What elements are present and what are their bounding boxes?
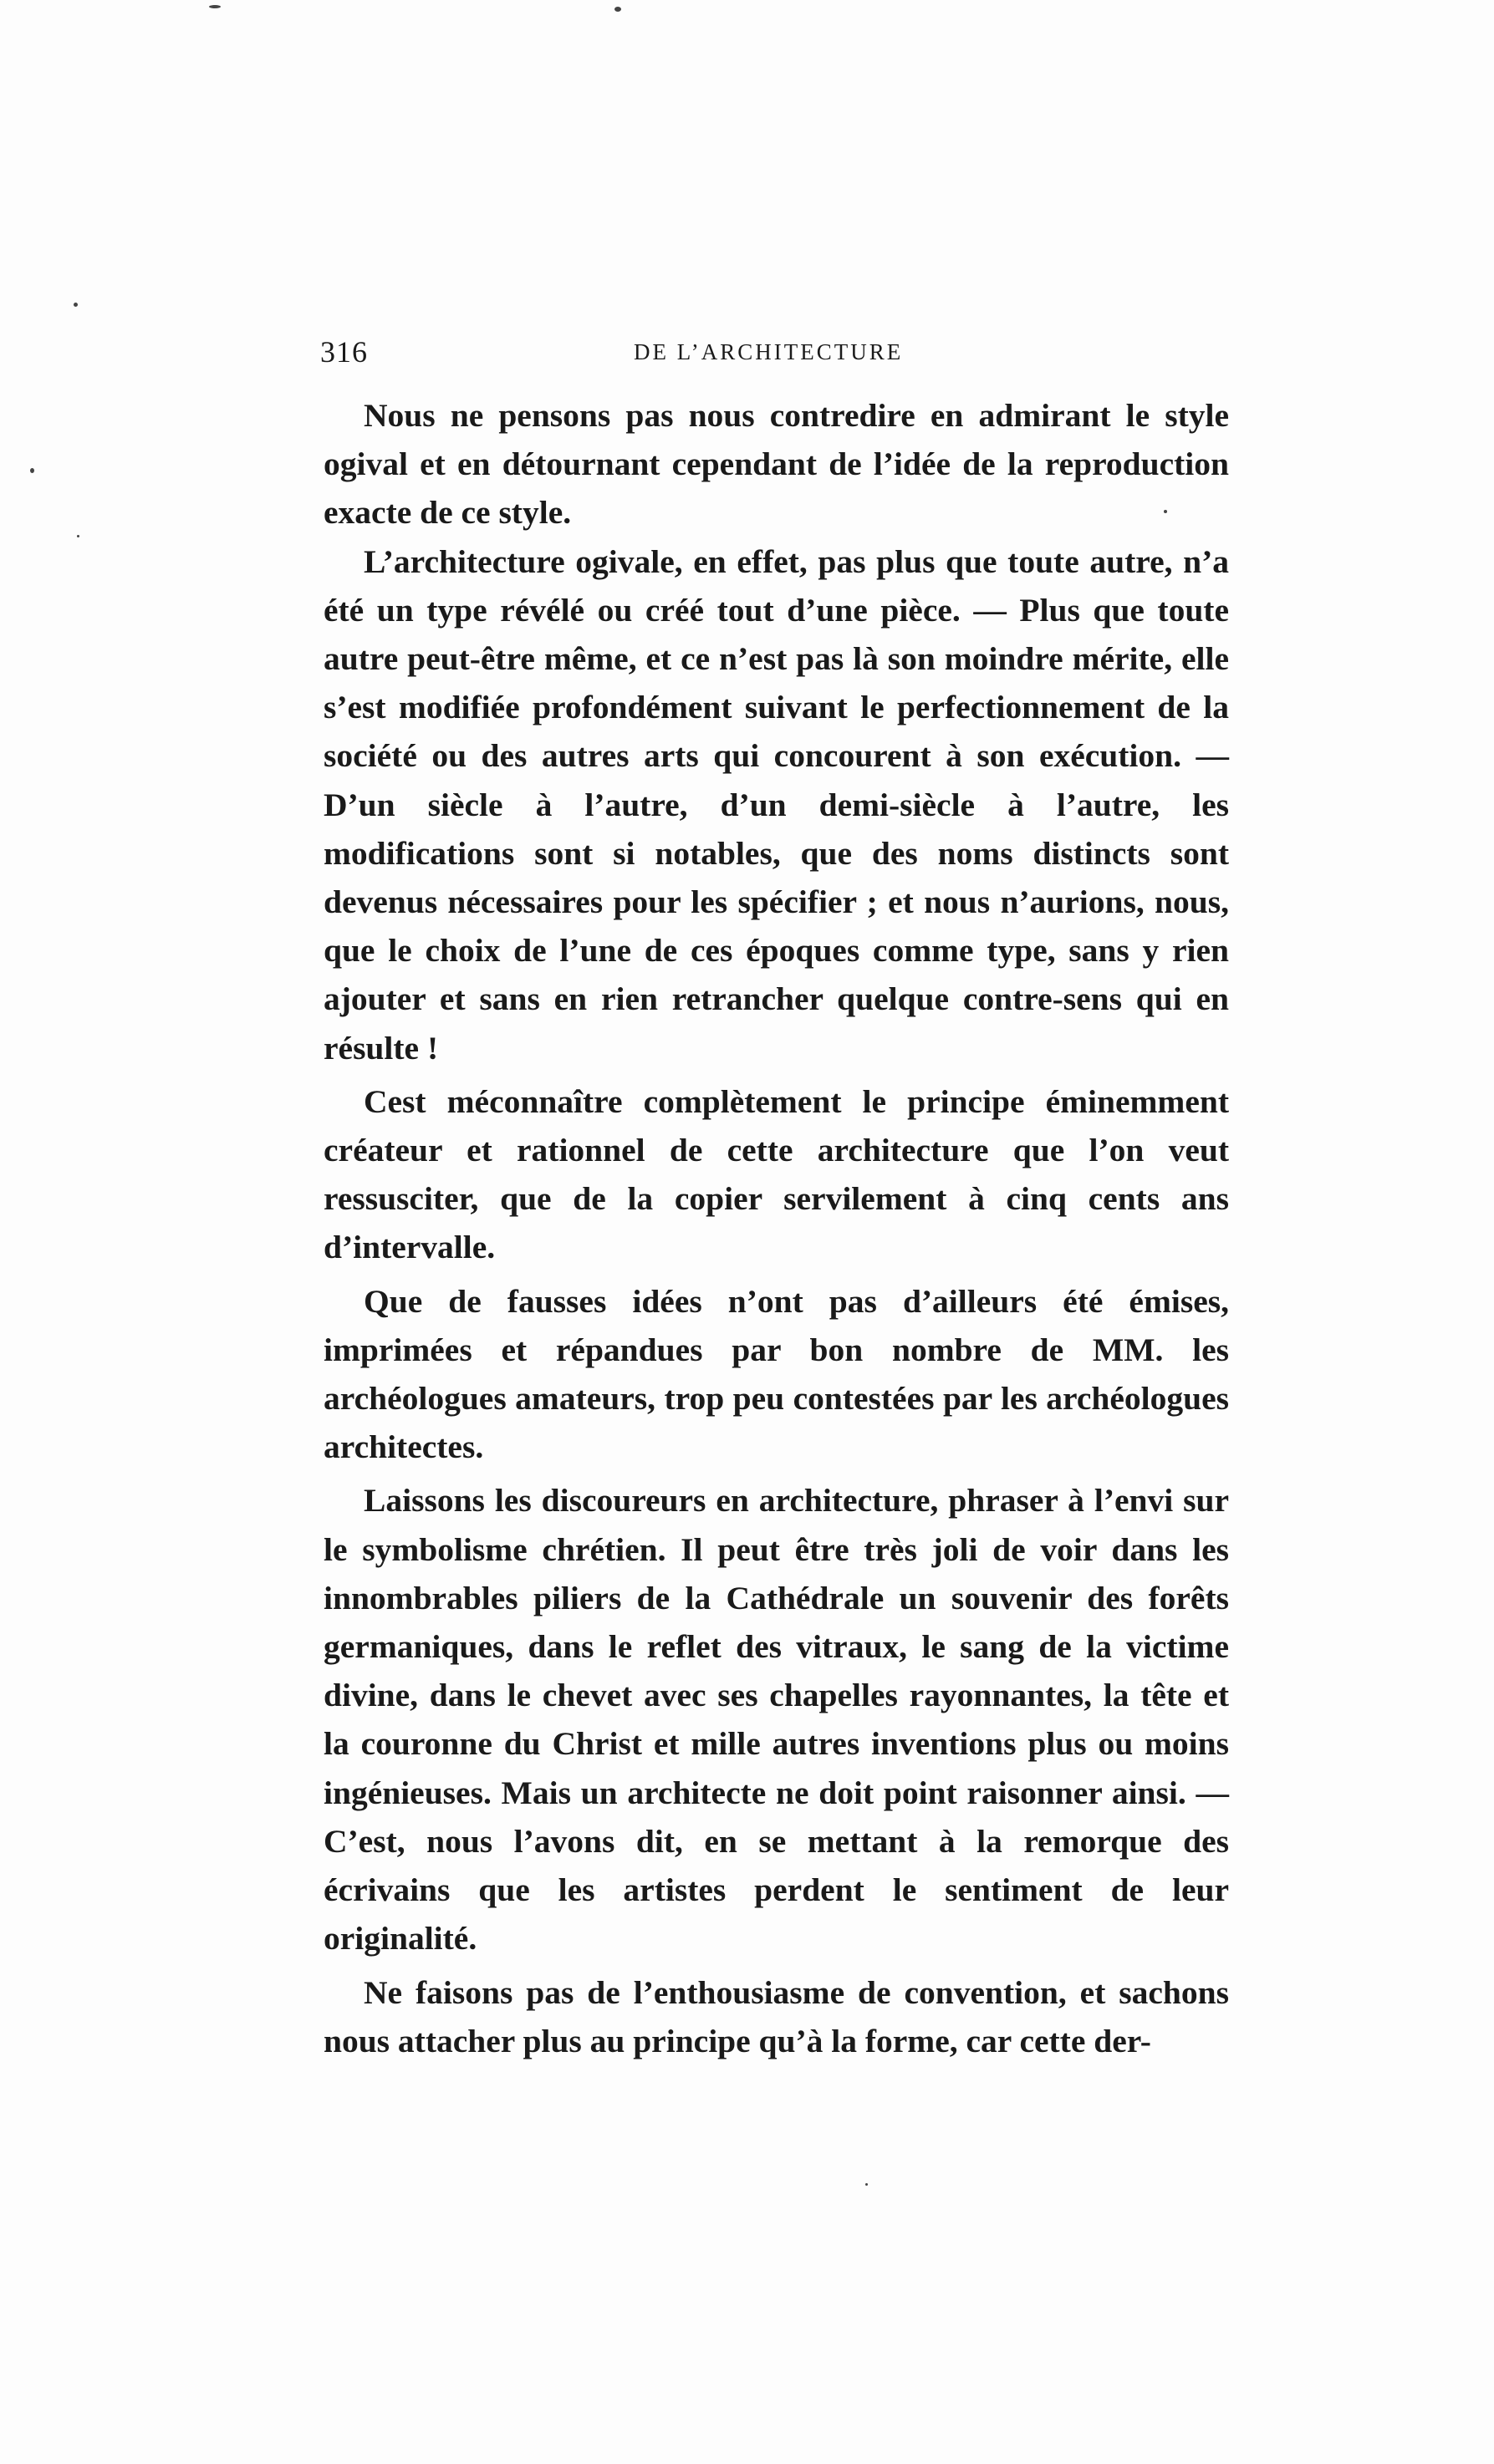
running-head	[320, 334, 1231, 384]
ink-speck	[614, 7, 621, 12]
body-text	[324, 391, 1229, 2065]
ink-speck	[209, 5, 221, 8]
ink-speck	[30, 468, 34, 473]
paragraph: Nous ne pensons pas nous contredire en admirant le style ogival et en détournant cependant de l’idée de la reproduction exacte de ce style.	[324, 397, 1229, 532]
paragraph: Ne faisons pas de l’enthousiasme de convention, et sachons nous attacher plus au principe qu’à la forme, car cette der-	[324, 1973, 1229, 2059]
page-number: 316	[320, 335, 368, 369]
paragraph: L’architecture ogivale, en effet, pas plus que toute autre, n’a été un type révélé ou créé tout d’une pièce. — Plus que toute autre peut-être même, et ce n’est pas là son moindre mérite, elle s’est modifiée profondément suivant le perfectionnement de la société ou des autres arts qui concourent à son exécution. — D’un siècle à l’autre, d’un demi-siècle à l’autre, les modifications sont si notables, que des noms distincts sont devenus nécessaires pour les spécifier ; et nous n’aurions, nous, que le choix de l’une de ces époques comme type, sans y rien ajouter et sans en rien retrancher quelque contre-sens qui en résulte !	[324, 542, 1229, 1067]
ink-speck	[865, 2183, 868, 2186]
ink-speck	[74, 303, 78, 307]
paragraph: Laissons les discoureurs en architecture, phraser à l’envi sur le symbolisme chrétien. Il peut être très joli de voir dans les innombrables piliers de la Cathédrale un souvenir des forêts germaniques, dans le reflet des vitraux, le sang de la victime divine, dans le chevet avec ses chapelles rayonnantes, la tête et la couronne du Christ et mille autres inventions plus ou moins ingénieuses. Mais un architecte ne doit point raisonner ainsi. — C’est, nous l’avons dit, en se mettant à la remorque des écrivains que les artistes perdent le sentiment de leur originalité.	[324, 1482, 1229, 1957]
paragraph: Cest méconnaître complètement le principe éminemment créateur et rationnel de cette architecture que l’on veut ressusciter, que de la copier servilement à cinq cents ans d’intervalle.	[324, 1082, 1229, 1266]
ink-speck	[77, 535, 79, 537]
running-head-title: DE L’ARCHITECTURE	[634, 339, 904, 364]
paragraph: Que de fausses idées n’ont pas d’ailleurs été émises, imprimées et répandues par bon nombre de MM. les archéologues amateurs, trop peu contestées par les archéologues architectes.	[324, 1282, 1229, 1466]
